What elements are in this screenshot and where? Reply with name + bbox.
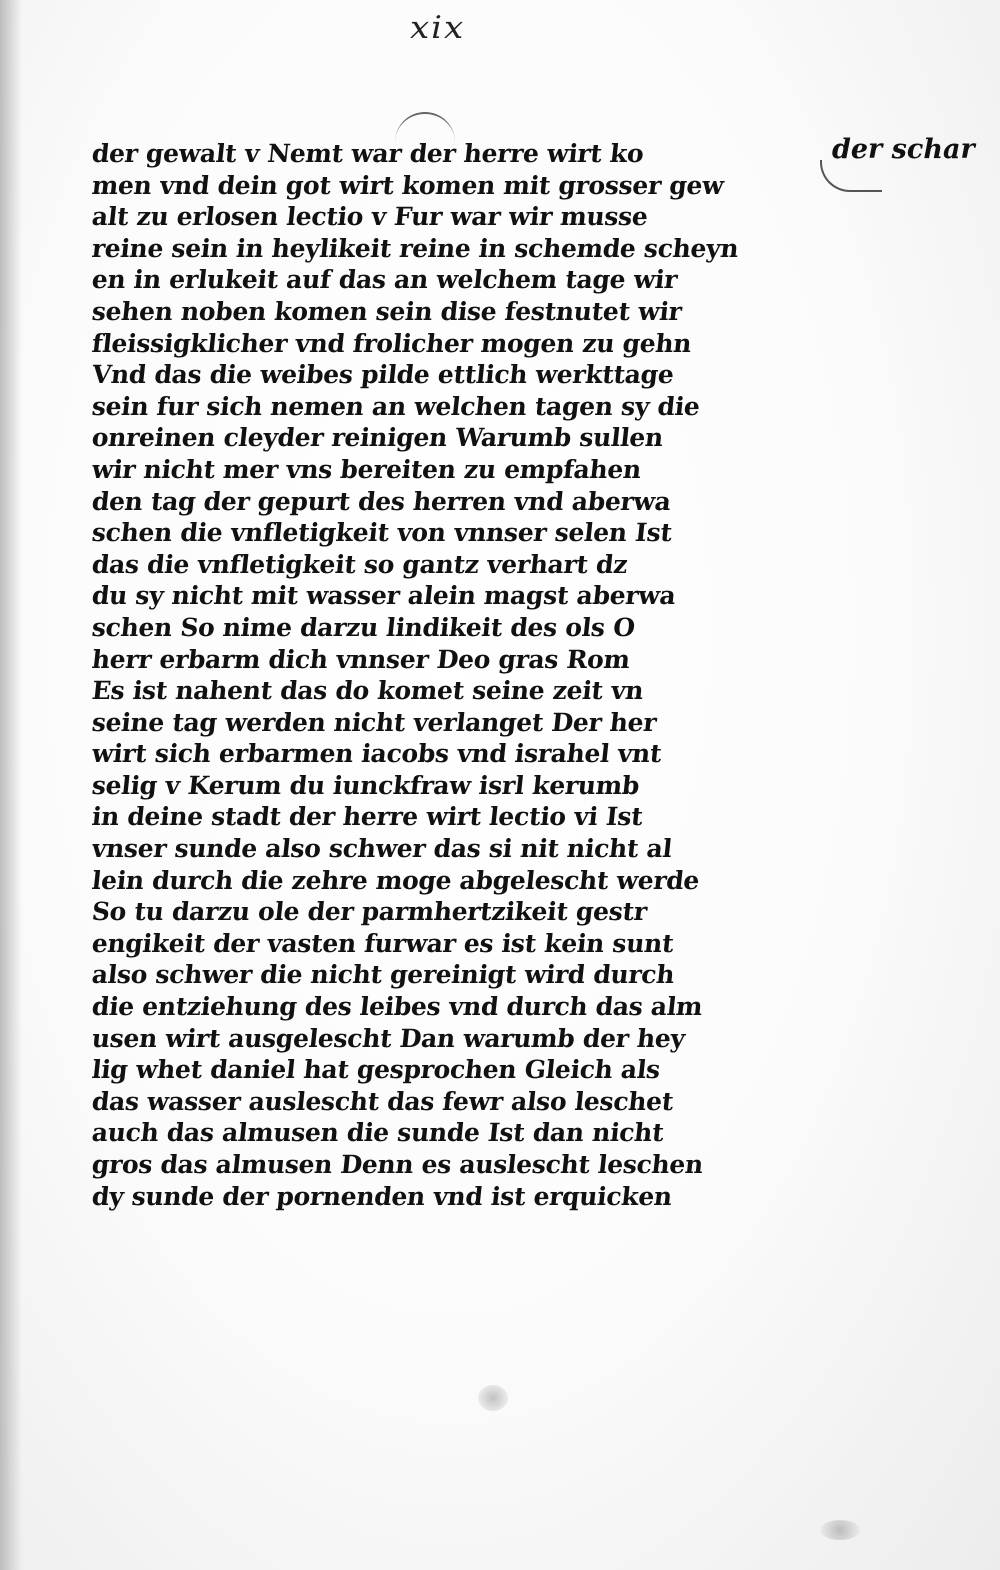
folio-number: xix: [410, 10, 466, 46]
text-line: also schwer die nicht gereinigt wird durch: [90, 960, 676, 990]
text-line: dy sunde der pornenden vnd ist erquicken: [90, 1181, 674, 1211]
text-line: Es ist nahent das do komet seine zeit vn: [90, 676, 645, 706]
text-line: selig v Kerum du iunckfraw isrl kerumb: [90, 770, 641, 800]
text-line: onreinen cleyder reinigen Warumb sullen: [90, 423, 665, 453]
text-line: wirt sich erbarmen iacobs vnd israhel vnt: [90, 739, 663, 769]
text-line: in deine stadt der herre wirt lectio vi Ist: [90, 802, 645, 832]
text-line: vnser sunde also schwer das si nit nicht al: [90, 834, 674, 864]
text-line: men vnd dein got wirt komen mit grosser gew: [90, 170, 725, 200]
text-line: reine sein in heylikeit reine in schemde scheyn: [90, 233, 740, 263]
text-block: [92, 138, 812, 1212]
gutter-shadow: [0, 0, 22, 1570]
text-line: du sy nicht mit wasser alein magst aberwa: [90, 581, 678, 611]
text-line: lig whet daniel hat gesprochen Gleich als: [90, 1055, 662, 1085]
text-line: gros das almusen Denn es auslescht leschen: [90, 1150, 705, 1179]
text-line: das wasser auslescht das fewr also leschet: [90, 1086, 675, 1116]
text-line: seine tag werden nicht verlanget Der her: [90, 707, 658, 737]
text-line: en in erlukeit auf das an welchem tage wir: [90, 265, 679, 295]
text-line: der gewalt v Nemt war der herre wirt ko: [90, 139, 645, 168]
text-line: sein fur sich nemen an welchen tagen sy die: [90, 391, 702, 421]
text-line: herr erbarm dich vnnser Deo gras Rom: [90, 644, 632, 674]
ink-smudge: [478, 1385, 508, 1411]
margin-flourish: [820, 160, 882, 192]
text-line: das die vnfletigkeit so gantz verhart dz: [90, 549, 629, 579]
text-line: usen wirt ausgelescht Dan warumb der hey: [90, 1023, 687, 1053]
text-line: auch das almusen die sunde Ist dan nicht: [90, 1118, 665, 1148]
text-line: So tu darzu ole der parmhertzikeit gestr: [90, 897, 649, 927]
text-line: fleissigklicher vnd frolicher mogen zu gehn: [90, 328, 693, 358]
ink-smudge: [820, 1520, 860, 1540]
text-line: die entziehung des leibes vnd durch das alm: [90, 992, 704, 1022]
text-line: schen die vnfletigkeit von vnnser selen Ist: [90, 518, 674, 548]
margin-note: der schar: [832, 134, 975, 165]
text-line: den tag der gepurt des herren vnd aberwa: [90, 486, 673, 516]
text-line: alt zu erlosen lectio v Fur war wir musse: [90, 202, 650, 232]
text-line: wir nicht mer vns bereiten zu empfahen: [90, 454, 643, 484]
text-line: engikeit der vasten furwar es ist kein sunt: [90, 928, 675, 958]
text-line: schen So nime darzu lindikeit des ols O: [90, 612, 637, 642]
text-line: sehen noben komen sein dise festnutet wir: [90, 296, 684, 326]
text-line: lein durch die zehre moge abgelescht werde: [90, 865, 701, 895]
text-line: Vnd das die weibes pilde ettlich werkttage: [90, 360, 676, 390]
